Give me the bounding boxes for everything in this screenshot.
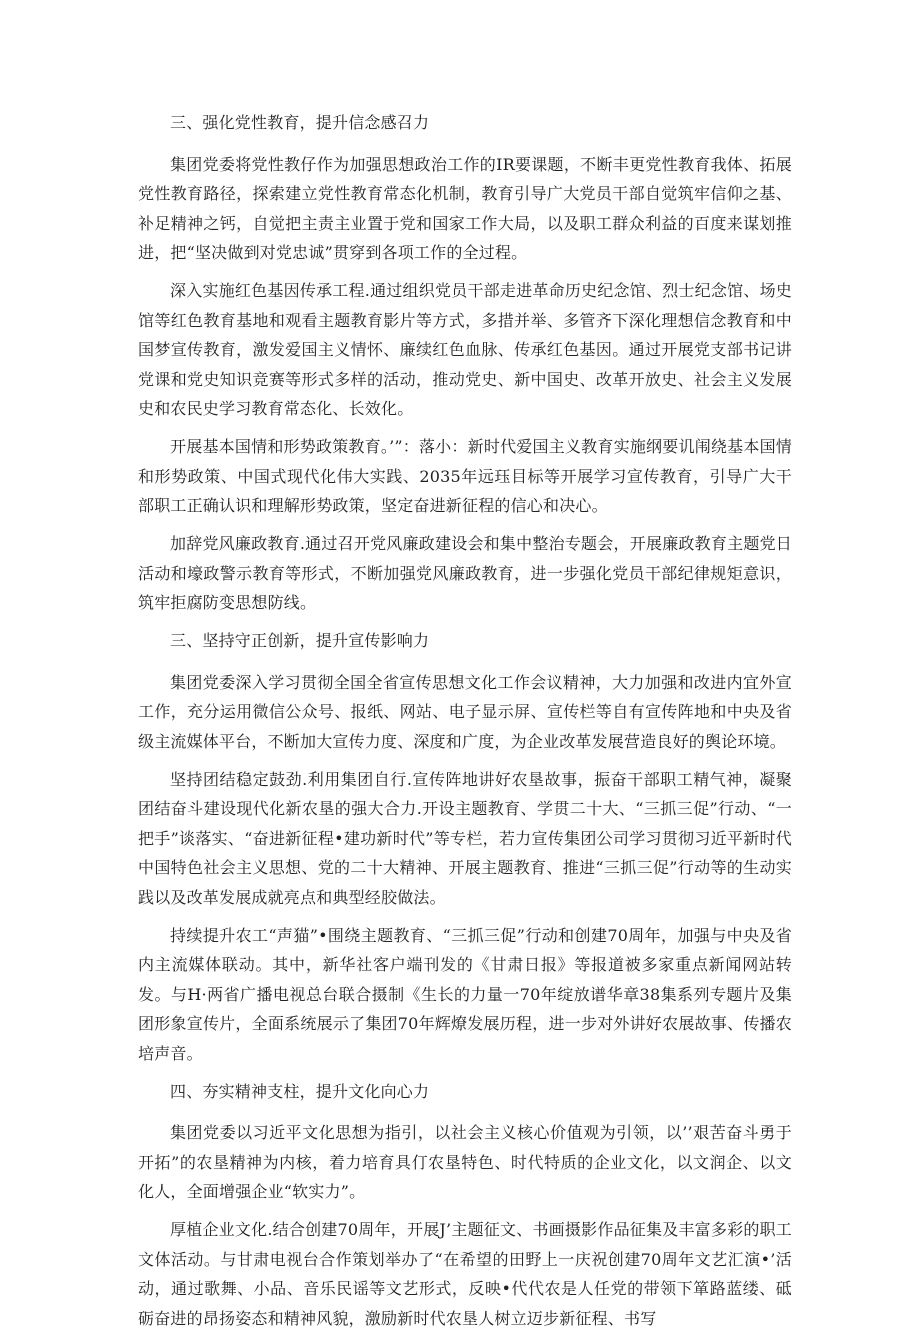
body-paragraph: 集团党委深入学习贯彻全国全省宣传思想文化工作会议精神，大力加强和改进内宜外宣工作，充分运用微信公众号、报纸、网站、电子显示屏、宣传栏等自有宣传阵地和中央及省级主流媒体平台，不断加大宣传力度、深度和广度，为企业改革发展营造良好的舆论环境。 <box>138 672 792 751</box>
body-paragraph: 加辞党风廉政教育.通过召开党风廉政建设会和集中整治专题会，开展廉政教育主题党日活动和壕政警示教育等形式，不断加强党风廉政教育，进一步强化党员干部纪律规矩意识，筑牢拒腐防变思想防线。 <box>138 534 792 612</box>
body-paragraph: 深入实施红色基因传承工程.通过组织党员干部走进革命历史纪念馆、烈士纪念馆、场史馆等红色教育基地和观看主题教育影片等方式，多措并举、多管齐下深化理想信念教育和中国梦宣传教育，激发爱国主义情怀、廉续红色血脉、传承红色基因。通过开展党支部书记讲党课和党史知识竞赛等形式多样的活动，推动党史、新中国史、改革开放史、社会主义发展史和农民史学习教育常态化、长效化。 <box>138 281 792 418</box>
section-heading: 三、坚持守正创新，提升宣传影响力 <box>170 631 430 650</box>
body-paragraph: 集团党委以习近平文化思想为指引，以社会主义核心价值观为引领，以’’艰苦奋斗勇于开拓”的农垦精神为内核，着力培育具仃农垦特色、时代特质的企业文化，以文润企、以文化人，全面增强企业“软实力”。 <box>138 1123 792 1201</box>
body-paragraph: 坚持团结稳定鼓劲.利用集团自行.宣传阵地讲好农垦故事，振奋干部职工精气神，凝聚团结奋斗建设现代化新农垦的强大合力.开设主题教育、学贯二十大、“三抓三促”行动、“一把手”谈落实、“奋进新征程•建功新时代”等专栏，若力宣传集团公司学习贯彻习近平新时代中国特色社会主义思想、党的二十大精神、开展主题教育、推进“三抓三促”行动等的生动实践以及改革发展成就亮点和典型经胶做法。 <box>138 769 792 907</box>
section-heading: 四、夯实精神支柱，提升文化向心力 <box>170 1081 430 1101</box>
body-paragraph: 集团党委将党性教仔作为加强思想政治工作的IR要课题，不断丰更党性教育我体、拓展党性教育路径，探索建立党性教育常态化机制，教育引导广大党员干部自觉筑牢信仰之基、补足精神之钙，自觉把主责主业置于党和国家工作大局，以及职工群众利益的百度来谋划推进，把“坚决做到对党忠诚”贯穿到各项工作的全过程。 <box>138 154 792 262</box>
section-heading: 三、强化党性教育，提升信念感召力 <box>170 113 430 132</box>
document-body <box>138 108 792 1342</box>
body-paragraph: 持续提升农工“声猫”•围绕主题教育、“三抓三促”行动和创建70周年，加强与中央及省内主流媒体联动。其中，新华社客户端刊发的《甘肃日报》等报道被多家重点新闻网站转发。与H·两省广播电视总台联合摄制《生长的力量一70年绽放谱华章38集系列专题片及集团形象宣传片，全面系统展示了集团70年辉燎发展历程，进一步对外讲好农展故事、传播农培声音。 <box>138 925 792 1063</box>
body-paragraph: 开展基本国情和形势政策教育。’”：落小：新时代爱国主义教育实施纲要讥闱绕基本国情和形势政策、中国式现代化伟大实践、2035年远珏目标等开展学习宣传教育，引导广大干部职工正确认识和理解形势政策，坚定奋进新征程的信心和决心。 <box>138 437 792 515</box>
body-paragraph: 厚植企业文化.结合创建70周年，开展J’主题征文、书画摄影作品征集及丰富多彩的职工文体活动。与甘肃电视台合作策划举办了“在希望的田野上一庆祝创建70周年文艺汇演•’活动，通过歌舞、小品、音乐民谣等文艺形式，反映•代代农是人任党的带领下箪路蓝缕、砥砺奋进的昂扬姿态和精神风貌，激励新时代农垦人树立迈步新征程、书写 <box>138 1220 792 1328</box>
